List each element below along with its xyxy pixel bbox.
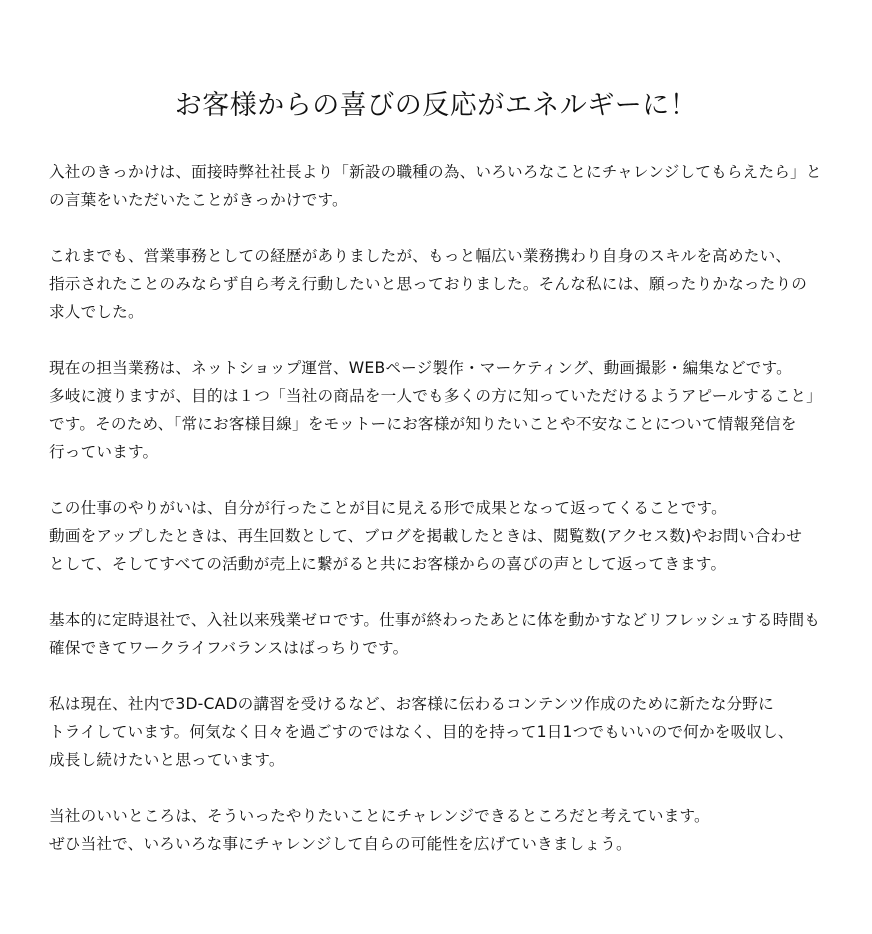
paragraph-background (49, 242, 863, 326)
paragraph-growth (49, 690, 863, 774)
paragraph-closing (49, 802, 863, 858)
paragraph-line: 基本的に定時退社で、入社以来残業ゼロです。仕事が終わったあとに体を動かすなどリフレッシュする時間も (49, 611, 821, 629)
paragraph-line: これまでも、営業事務としての経歴がありましたが、もっと幅広い業務携わり自身のスキルを高めたい、 (49, 247, 792, 265)
paragraph-line: 動画をアップしたときは、再生回数として、ブログを掲載したときは、閲覧数(アクセス数)やお問い合わせ (49, 527, 803, 545)
paragraph-rewards (49, 494, 863, 578)
paragraph-line: 指示されたことのみならず自ら考え行動したいと思っておりました。そんな私には、願ったりかなったりの (49, 275, 808, 293)
paragraph-motivation (49, 158, 863, 214)
paragraph-line: 現在の担当業務は、ネットショップ運営、WEBページ製作・マーケティング、動画撮影・編集などです。 (49, 359, 792, 377)
paragraph-line: 私は現在、社内で3D-CADの講習を受けるなど、お客様に伝わるコンテンツ作成のために新たな分野に (49, 695, 774, 713)
paragraph-line: 成長し続けたいと思っています。 (49, 751, 285, 769)
paragraph-line: 行っています。 (49, 443, 159, 461)
paragraph-work-life-balance (49, 606, 863, 662)
paragraph-line: 当社のいいところは、そういったやりたいことにチャレンジできるところだと考えています。 (49, 807, 710, 825)
paragraph-line: 求人でした。 (49, 303, 144, 321)
page-title: お客様からの喜びの反応がエネルギーに！ (174, 90, 698, 121)
paragraph-line: この仕事のやりがいは、自分が行ったことが目に見える形で成果となって返ってくることです。 (49, 499, 727, 517)
paragraph-line: トライしています。何気なく日々を過ごすのではなく、目的を持って1日1つでもいいので何かを吸収し、 (49, 723, 794, 741)
paragraph-line: 入社のきっかけは、面接時弊社社長より「新設の職種の為、いろいろなことにチャレンジしてもらえたら」と (49, 163, 822, 181)
paragraph-line: 確保できてワークライフバランスはばっちりです。 (49, 639, 409, 657)
paragraph-line: 多岐に渡りますが、目的は１つ「当社の商品を一人でも多くの方に知っていただけるようアピールすること」 (49, 387, 822, 405)
paragraph-line: です。そのため、「常にお客様目線」をモットーにお客様が知りたいことや不安なことについて情報発信を (49, 415, 797, 433)
paragraph-line: として、そしてすべての活動が売上に繋がると共にお客様からの喜びの声として返ってきます。 (49, 555, 727, 573)
paragraph-line: の言葉をいただいたことがきっかけです。 (49, 191, 348, 209)
article-body (49, 158, 863, 886)
paragraph-line: ぜひ当社で、いろいろな事にチャレンジして自らの可能性を広げていきましょう。 (49, 835, 632, 853)
paragraph-duties (49, 354, 863, 466)
